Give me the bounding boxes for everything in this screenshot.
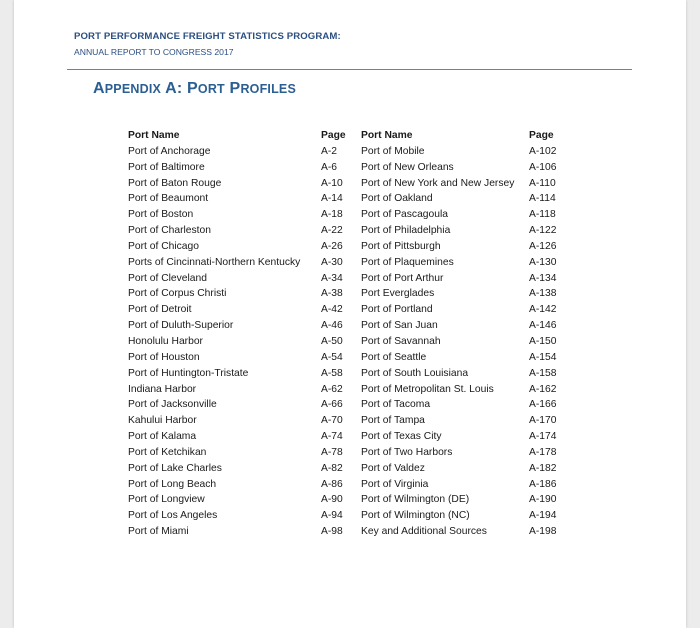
- port-name: Port of Oakland: [361, 193, 433, 205]
- page-number: A-130: [529, 256, 557, 268]
- port-name: Port of Houston: [128, 351, 200, 363]
- page-number: A-162: [529, 383, 557, 395]
- port-name: Port of Valdez: [361, 462, 425, 474]
- page-number: A-54: [321, 351, 343, 363]
- port-name: Port of Kalama: [128, 431, 197, 443]
- column-header-port-name: Port Name: [361, 130, 413, 141]
- port-name: Port of Baltimore: [128, 161, 205, 173]
- program-header: PORT PERFORMANCE FREIGHT STATISTICS PROGRAM:: [74, 31, 341, 42]
- column-header-port-name: Port Name: [128, 130, 180, 141]
- port-name: Port of Philadelphia: [361, 225, 451, 237]
- page-number: A-90: [321, 494, 343, 506]
- port-name: Port of Baton Rouge: [128, 177, 222, 189]
- port-name: Port of Jacksonville: [128, 399, 217, 411]
- page-number: A-150: [529, 335, 557, 347]
- page-number: A-170: [529, 415, 557, 427]
- port-name: Port of Pascagoula: [361, 209, 449, 221]
- page-number: A-34: [321, 272, 343, 284]
- port-name: Port of Long Beach: [128, 478, 217, 490]
- page-number: A-186: [529, 478, 557, 490]
- port-name: Port of Beaumont: [128, 193, 209, 205]
- port-name: Port of San Juan: [361, 320, 438, 332]
- page-number: A-166: [529, 399, 557, 411]
- port-name: Port of Duluth-Superior: [128, 320, 234, 332]
- port-name: Port of Seattle: [361, 351, 427, 363]
- port-name: Port of Longview: [128, 494, 205, 506]
- right-name-column: [361, 128, 514, 540]
- page-number: A-190: [529, 494, 557, 506]
- port-name: Port of Two Harbors: [361, 446, 453, 458]
- port-name: Port of Boston: [128, 209, 194, 221]
- page-number: A-42: [321, 304, 343, 316]
- left-name-column: [128, 128, 300, 540]
- page-number: A-2: [321, 145, 338, 157]
- port-name: Port of Plaquemines: [361, 256, 454, 268]
- report-subheader: ANNUAL REPORT TO CONGRESS 2017: [74, 47, 234, 57]
- page-number: A-110: [529, 177, 556, 189]
- page-number: A-46: [321, 320, 343, 332]
- port-name: Port of Cleveland: [128, 272, 207, 284]
- page-number: A-6: [321, 161, 338, 173]
- port-name: Port of New York and New Jersey: [361, 177, 515, 189]
- port-name: Kahului Harbor: [128, 415, 197, 427]
- page-number: A-154: [529, 351, 557, 363]
- port-name: Port of Tampa: [361, 415, 425, 427]
- port-name: Port of South Louisiana: [361, 367, 469, 379]
- port-name: Port of Anchorage: [128, 145, 211, 157]
- port-name: Port of Wilmington (DE): [361, 494, 470, 506]
- port-name: Indiana Harbor: [128, 383, 197, 395]
- column-header-page: Page: [529, 130, 554, 141]
- page-number: A-102: [529, 145, 557, 157]
- port-name: Port of Texas City: [361, 431, 442, 443]
- page-number: A-94: [321, 510, 343, 522]
- port-name: Port of Ketchikan: [128, 446, 207, 458]
- port-name: Port of Lake Charles: [128, 462, 222, 474]
- page-number: A-30: [321, 256, 343, 268]
- page-number: A-174: [529, 431, 557, 443]
- page-number: A-118: [529, 209, 556, 221]
- port-name: Port of Port Arthur: [361, 272, 444, 284]
- right-page-column: [529, 128, 556, 540]
- page-number: A-114: [529, 193, 556, 205]
- page-number: A-182: [529, 462, 557, 474]
- page-number: A-22: [321, 225, 343, 237]
- port-name: Port of Los Angeles: [128, 510, 218, 522]
- port-name: Port of Tacoma: [361, 399, 431, 411]
- page-title: APPENDIX A: PORT PROFILES: [93, 80, 297, 97]
- port-name: Port of New Orleans: [361, 161, 454, 173]
- page-number: A-62: [321, 383, 343, 395]
- port-name: Port of Miami: [128, 526, 189, 538]
- page-number: A-74: [321, 431, 343, 443]
- port-name: Honolulu Harbor: [128, 335, 203, 347]
- port-name: Port of Huntington-Tristate: [128, 367, 249, 379]
- page-number: A-134: [529, 272, 557, 284]
- port-name: Port of Savannah: [361, 335, 441, 347]
- page-number: A-126: [529, 240, 557, 252]
- page-number: A-146: [529, 320, 557, 332]
- port-name: Port of Wilmington (NC): [361, 510, 470, 522]
- page-number: A-82: [321, 462, 343, 474]
- page-number: A-198: [529, 526, 557, 538]
- page-number: A-106: [529, 161, 557, 173]
- page-number: A-70: [321, 415, 343, 427]
- port-name: Port of Pittsburgh: [361, 240, 441, 252]
- page-number: A-178: [529, 446, 557, 458]
- port-name: Port of Chicago: [128, 240, 199, 252]
- port-name: Port of Metropolitan St. Louis: [361, 383, 494, 395]
- port-name: Port of Portland: [361, 304, 433, 316]
- page-number: A-38: [321, 288, 343, 300]
- port-name: Port Everglades: [361, 288, 435, 300]
- page-number: A-86: [321, 478, 343, 490]
- page-number: A-194: [529, 510, 557, 522]
- port-name: Port of Mobile: [361, 145, 425, 157]
- port-name: Key and Additional Sources: [361, 526, 487, 538]
- column-header-page: Page: [321, 130, 346, 141]
- port-name: Port of Detroit: [128, 304, 192, 316]
- port-name: Ports of Cincinnati-Northern Kentucky: [128, 256, 301, 268]
- left-page-column: [321, 128, 346, 540]
- page-number: A-158: [529, 367, 557, 379]
- port-name: Port of Virginia: [361, 478, 429, 490]
- page-number: A-18: [321, 209, 343, 221]
- page-number: A-10: [321, 177, 343, 189]
- page-number: A-98: [321, 526, 343, 538]
- page-number: A-122: [529, 225, 557, 237]
- page-number: A-14: [321, 193, 343, 205]
- page-number: A-66: [321, 399, 343, 411]
- page-number: A-142: [529, 304, 557, 316]
- port-name: Port of Corpus Christi: [128, 288, 227, 300]
- document-page: [14, 0, 686, 628]
- page-number: A-138: [529, 288, 557, 300]
- header-divider: [67, 69, 632, 70]
- page-number: A-78: [321, 446, 343, 458]
- page-number: A-26: [321, 240, 343, 252]
- page-number: A-58: [321, 367, 343, 379]
- port-name: Port of Charleston: [128, 225, 211, 237]
- page-number: A-50: [321, 335, 343, 347]
